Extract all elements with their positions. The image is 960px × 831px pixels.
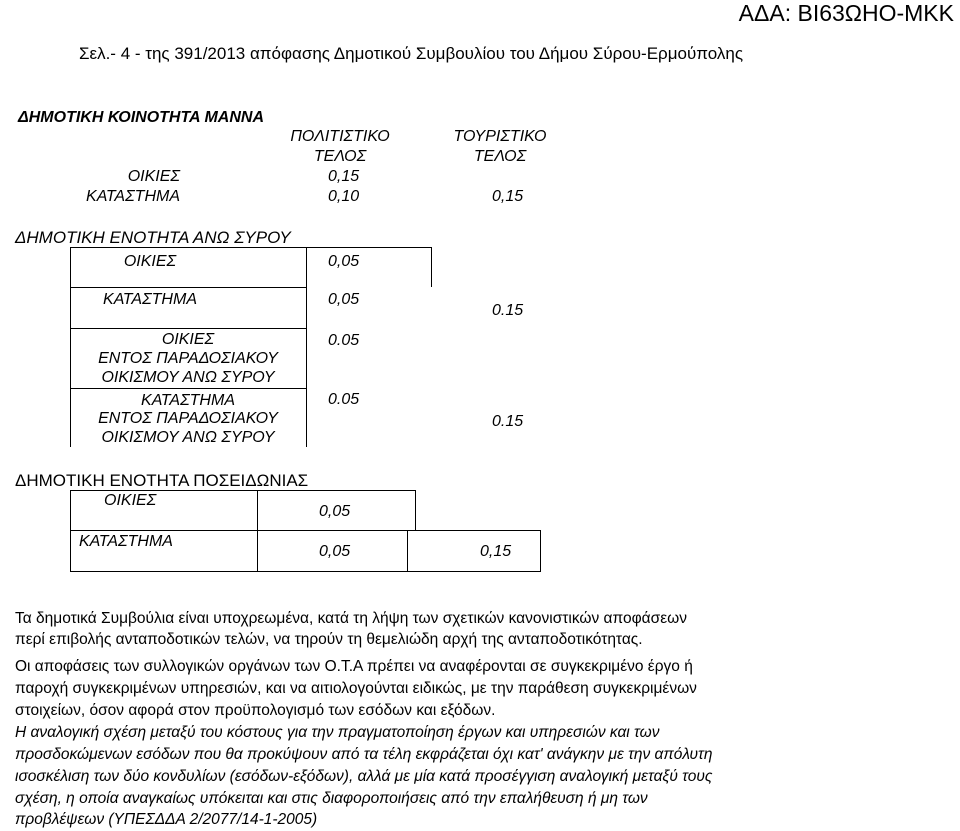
manna-row-label: ΚΑΤΑΣΤΗΜΑ bbox=[86, 188, 180, 205]
table-border bbox=[70, 490, 71, 572]
manna-row-value: 0,15 bbox=[328, 168, 360, 185]
table-border bbox=[431, 247, 432, 287]
section-title-poseidonia: ΔΗΜΟΤΙΚΗ ΕΝΟΤΗΤΑ ΠΟΣΕΙΔΩΝΙΑΣ bbox=[15, 471, 309, 490]
ano-row-label: ΟΙΚΙΣΜΟΥ ΑΝΩ ΣΥΡΟΥ bbox=[101, 429, 275, 446]
ano-row-label: ΟΙΚΙΕΣ bbox=[123, 253, 177, 270]
paragraph-line: προβλέψεων (ΥΠΕΣΔΔΑ 2/2077/14-1-2005) bbox=[15, 811, 318, 828]
paragraph-line: προσδοκώμενων εσόδων που θα προκύψουν από τα τέλη εκφράζεται όχι κατ' ανάγκην με την απόλυτη bbox=[15, 746, 713, 763]
ano-row-value: 0,05 bbox=[328, 253, 360, 270]
table-border bbox=[540, 530, 541, 572]
ano-row-value: 0.05 bbox=[328, 332, 360, 349]
manna-row-value: 0,10 bbox=[328, 188, 360, 205]
paragraph-line: Οι αποφάσεις των συλλογικών οργάνων των Ο.Τ.Α πρέπει να αναφέρονται σε συγκεκριμένο έργο ή bbox=[15, 658, 693, 675]
table-border bbox=[70, 388, 306, 389]
ano-row-label: ΕΝΤΟΣ ΠΑΡΑΔΟΣΙΑΚΟΥ bbox=[98, 410, 278, 427]
paragraph-line: Τα δημοτικά Συμβούλια είναι υποχρεωμένα, κατά τη λήψη των σχετικών κανονιστικών αποφάσεων bbox=[15, 610, 687, 627]
paragraph-line: σχέση, η οποία αναγκαίως υπόκειται και στις διαφοροποιήσεις από την επαλήθευση ή μη των bbox=[15, 790, 648, 807]
ano-row-label: ΚΑΤΑΣΤΗΜΑ bbox=[141, 392, 235, 409]
section-title-ano-syros: ΔΗΜΟΤΙΚΗ ΕΝΟΤΗΤΑ ΑΝΩ ΣΥΡΟΥ bbox=[15, 228, 291, 247]
poseidonia-row-label: ΚΑΤΑΣΤΗΜΑ bbox=[79, 533, 173, 550]
ano-tourist-value: 0.15 bbox=[492, 413, 524, 430]
poseidonia-row-value: 0,05 bbox=[319, 503, 351, 520]
ano-row-value: 0.05 bbox=[328, 391, 360, 408]
poseidonia-row-label: ΟΙΚΙΕΣ bbox=[104, 492, 157, 509]
paragraph-line: περί επιβολής ανταποδοτικών τελών, να τηρούν τη θεμελιώδη αρχή της ανταποδοτικότητας. bbox=[15, 631, 643, 648]
paragraph-line: παροχή συγκεκριμένων υπηρεσιών, και να αιτιολογούνται ειδικώς, με την παράθεση συγκεκριμένων bbox=[15, 680, 697, 697]
section-title-manna: ΔΗΜΟΤΙΚΗ ΚΟΙΝΟΤΗΤΑ ΜΑΝΝΑ bbox=[18, 109, 265, 126]
table-border bbox=[407, 530, 408, 572]
page-reference: Σελ.- 4 - της 391/2013 απόφασης Δημοτικού Συμβουλίου του Δήμου Σύρου-Ερμούπολης bbox=[79, 44, 744, 63]
ano-row-label: ΚΑΤΑΣΤΗΜΑ bbox=[103, 291, 197, 308]
poseidonia-row-value: 0,15 bbox=[480, 543, 512, 560]
ano-row-label: ΟΙΚΙΣΜΟΥ ΑΝΩ ΣΥΡΟΥ bbox=[101, 369, 275, 386]
table-border bbox=[257, 490, 258, 572]
paragraph-line: Η αναλογική σχέση μεταξύ του κόστους για την πραγματοποίηση έργων και υπηρεσιών και των bbox=[15, 724, 660, 741]
manna-col-tourist-line2: ΤΕΛΟΣ bbox=[473, 148, 527, 165]
table-border bbox=[70, 530, 540, 531]
manna-col-cultural-line2: ΤΕΛΟΣ bbox=[313, 148, 367, 165]
table-border bbox=[415, 490, 416, 530]
table-border bbox=[70, 247, 432, 248]
ano-tourist-value: 0.15 bbox=[492, 302, 524, 319]
manna-col-cultural-line1: ΠΟΛΙΤΙΣΤΙΚΟ bbox=[290, 128, 390, 145]
manna-col-tourist-line1: ΤΟΥΡΙΣΤΙΚΟ bbox=[453, 128, 547, 145]
manna-row-label: ΟΙΚΙΕΣ bbox=[127, 168, 180, 185]
table-border bbox=[70, 571, 540, 572]
poseidonia-row-value: 0,05 bbox=[319, 543, 351, 560]
ano-row-value: 0,05 bbox=[328, 291, 360, 308]
table-border bbox=[70, 328, 306, 329]
table-border bbox=[306, 247, 307, 447]
ada-code: ΑΔΑ: ΒΙ63ΩΗΟ-ΜΚΚ bbox=[738, 0, 954, 26]
table-border bbox=[70, 287, 306, 288]
ano-row-label: ΕΝΤΟΣ ΠΑΡΑΔΟΣΙΑΚΟΥ bbox=[98, 350, 278, 367]
ano-row-label: ΟΙΚΙΕΣ bbox=[161, 331, 215, 348]
paragraph-line: ισοσκέλιση των δύο κονδυλίων (εσόδων-εξόδων), αλλά με μία κατά προσέγγιση αναλογική μεταξύ τους bbox=[15, 768, 713, 785]
paragraph-line: στοιχείων, όσον αφορά στον προϋπολογισμό των εσόδων και εξόδων. bbox=[15, 702, 496, 719]
manna-row-value: 0,15 bbox=[492, 188, 524, 205]
